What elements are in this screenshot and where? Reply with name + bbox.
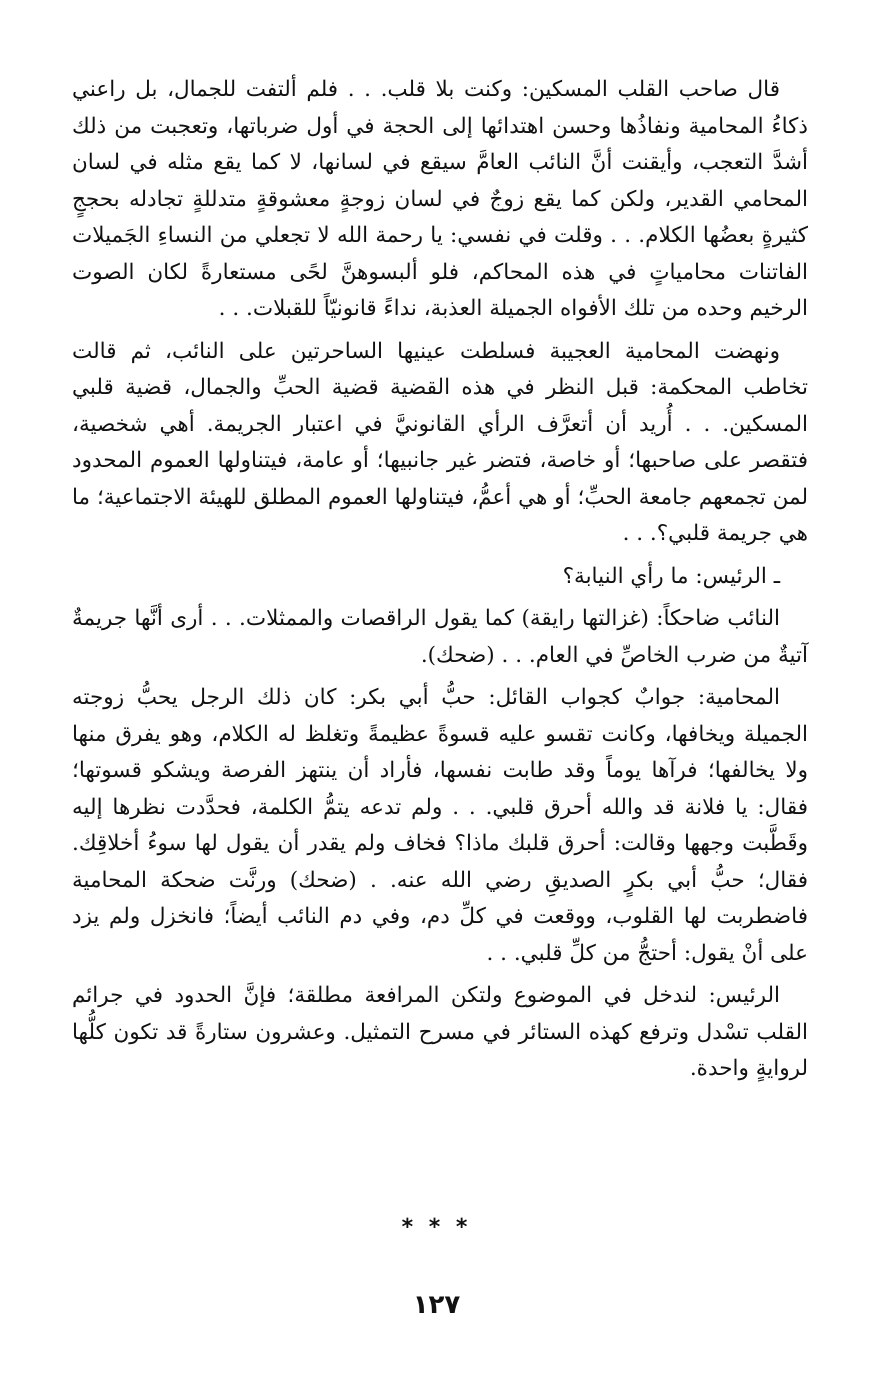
page-number: ١٢٧: [412, 1290, 461, 1320]
paragraph-4: النائب ضاحكاً: (غزالتها رايقة) كما يقول الراقصات والممثلات. . . أرى أنَّها جريمةٌ آتيةٌ من ضرب الخاصِّ في العام. . . (ضحك).: [72, 606, 808, 668]
paragraph-6: الرئيس: لندخل في الموضوع ولتكن المرافعة مطلقة؛ فإنَّ الحدود في جرائم القلب تسْدل وترفع كهذه الستائر في مسرح التمثيل. وعشرون ستارةً قد تكون كلُّها لروايةٍ واحدة.: [72, 983, 808, 1081]
section-separator: * * *: [401, 1215, 472, 1240]
paragraph-5: المحامية: جوابٌ كجواب القائل: حبُّ أبي بكر: كان ذلك الرجل يحبُّ زوجته الجميلة ويخافها، وكانت تقسو عليه قسوةً عظيمةً وتغلظ له الكلام، وهو يفرق منها ولا يخالفها؛ فرآها يوماً وقد طابت نفسها، فأراد أن ينتهز الفرصة ويشكو قسوتها؛ فقال: يا فلانة قد والله أحرق قلبي. . . ولم تدعه يتمُّ الكلمة، فحدَّدت نظرها إليه وقَطَّبت وجهها وقالت: أحرق قلبك ماذا؟ فخاف ولم يقدر أن يقول لها سوءُ أخلاقِك. فقال؛ حبُّ أبي بكرٍ الصديقِ رضي الله عنه. . (ضحك) ورنَّت ضحكة المحامية فاضطربت لها القلوب، ووقعت في كلِّ دم، وفي دم النائب أيضاً؛ فانخزل ولم يزد على أنْ يقول: أحتجُّ من كلِّ قلبي. . .: [72, 685, 808, 966]
paragraph-1: قال صاحب القلب المسكين: وكنت بلا قلب. . . فلم ألتفت للجمال، بل راعني ذكاءُ المحامية ونفاذُها وحسن اهتدائها إلى الحجة في أول ضرباتها، وتعجبت من ذلك أشدَّ التعجب، وأيقنت أنَّ النائب العامَّ سيقع في لسانها، لا كما يقع مثله في لسان المحامي القدير، ولكن كما يقع زوجٌ في لسان زوجةٍ معشوقةٍ متدللةٍ تجادله بحججٍ كثيرةٍ بعضُها الكلام. . . وقلت في نفسي: يا رحمة الله لا تجعلي من النساءِ الجَميلات الفاتنات محامياتٍ في هذه المحاكم، فلو ألبسوهنَّ لحًى مستعارةً لكان الصوت الرخيم وحده من تلك الأفواه الجميلة العذبة، نداءً قانونيّاً للقبلات. . .: [72, 77, 808, 321]
paragraph-3: ـ الرئيس: ما رأي النيابة؟: [562, 563, 780, 589]
paragraph-2: ونهضت المحامية العجيبة فسلطت عينيها الساحرتين على النائب، ثم قالت تخاطب المحكمة: قبل النظر في هذه القضية قضية الحبِّ والجمال، قضية قلبي المسكين. . . أُريد أن أتعرَّف الرأي القانونيَّ في اعتبار الجريمة. أهي شخصية، فتقصر على صاحبها؛ أو خاصة، فتضر غير جانبيها؛ أو عامة، فيتناولها العموم المحدود لمن تجمعهم جامعة الحبِّ؛ أو هي أعمُّ، فيتناولها العموم المطلق للهيئة الاجتماعية؛ ما هي جريمة قلبي؟. . .: [72, 338, 808, 546]
body-text: [72, 72, 808, 1094]
